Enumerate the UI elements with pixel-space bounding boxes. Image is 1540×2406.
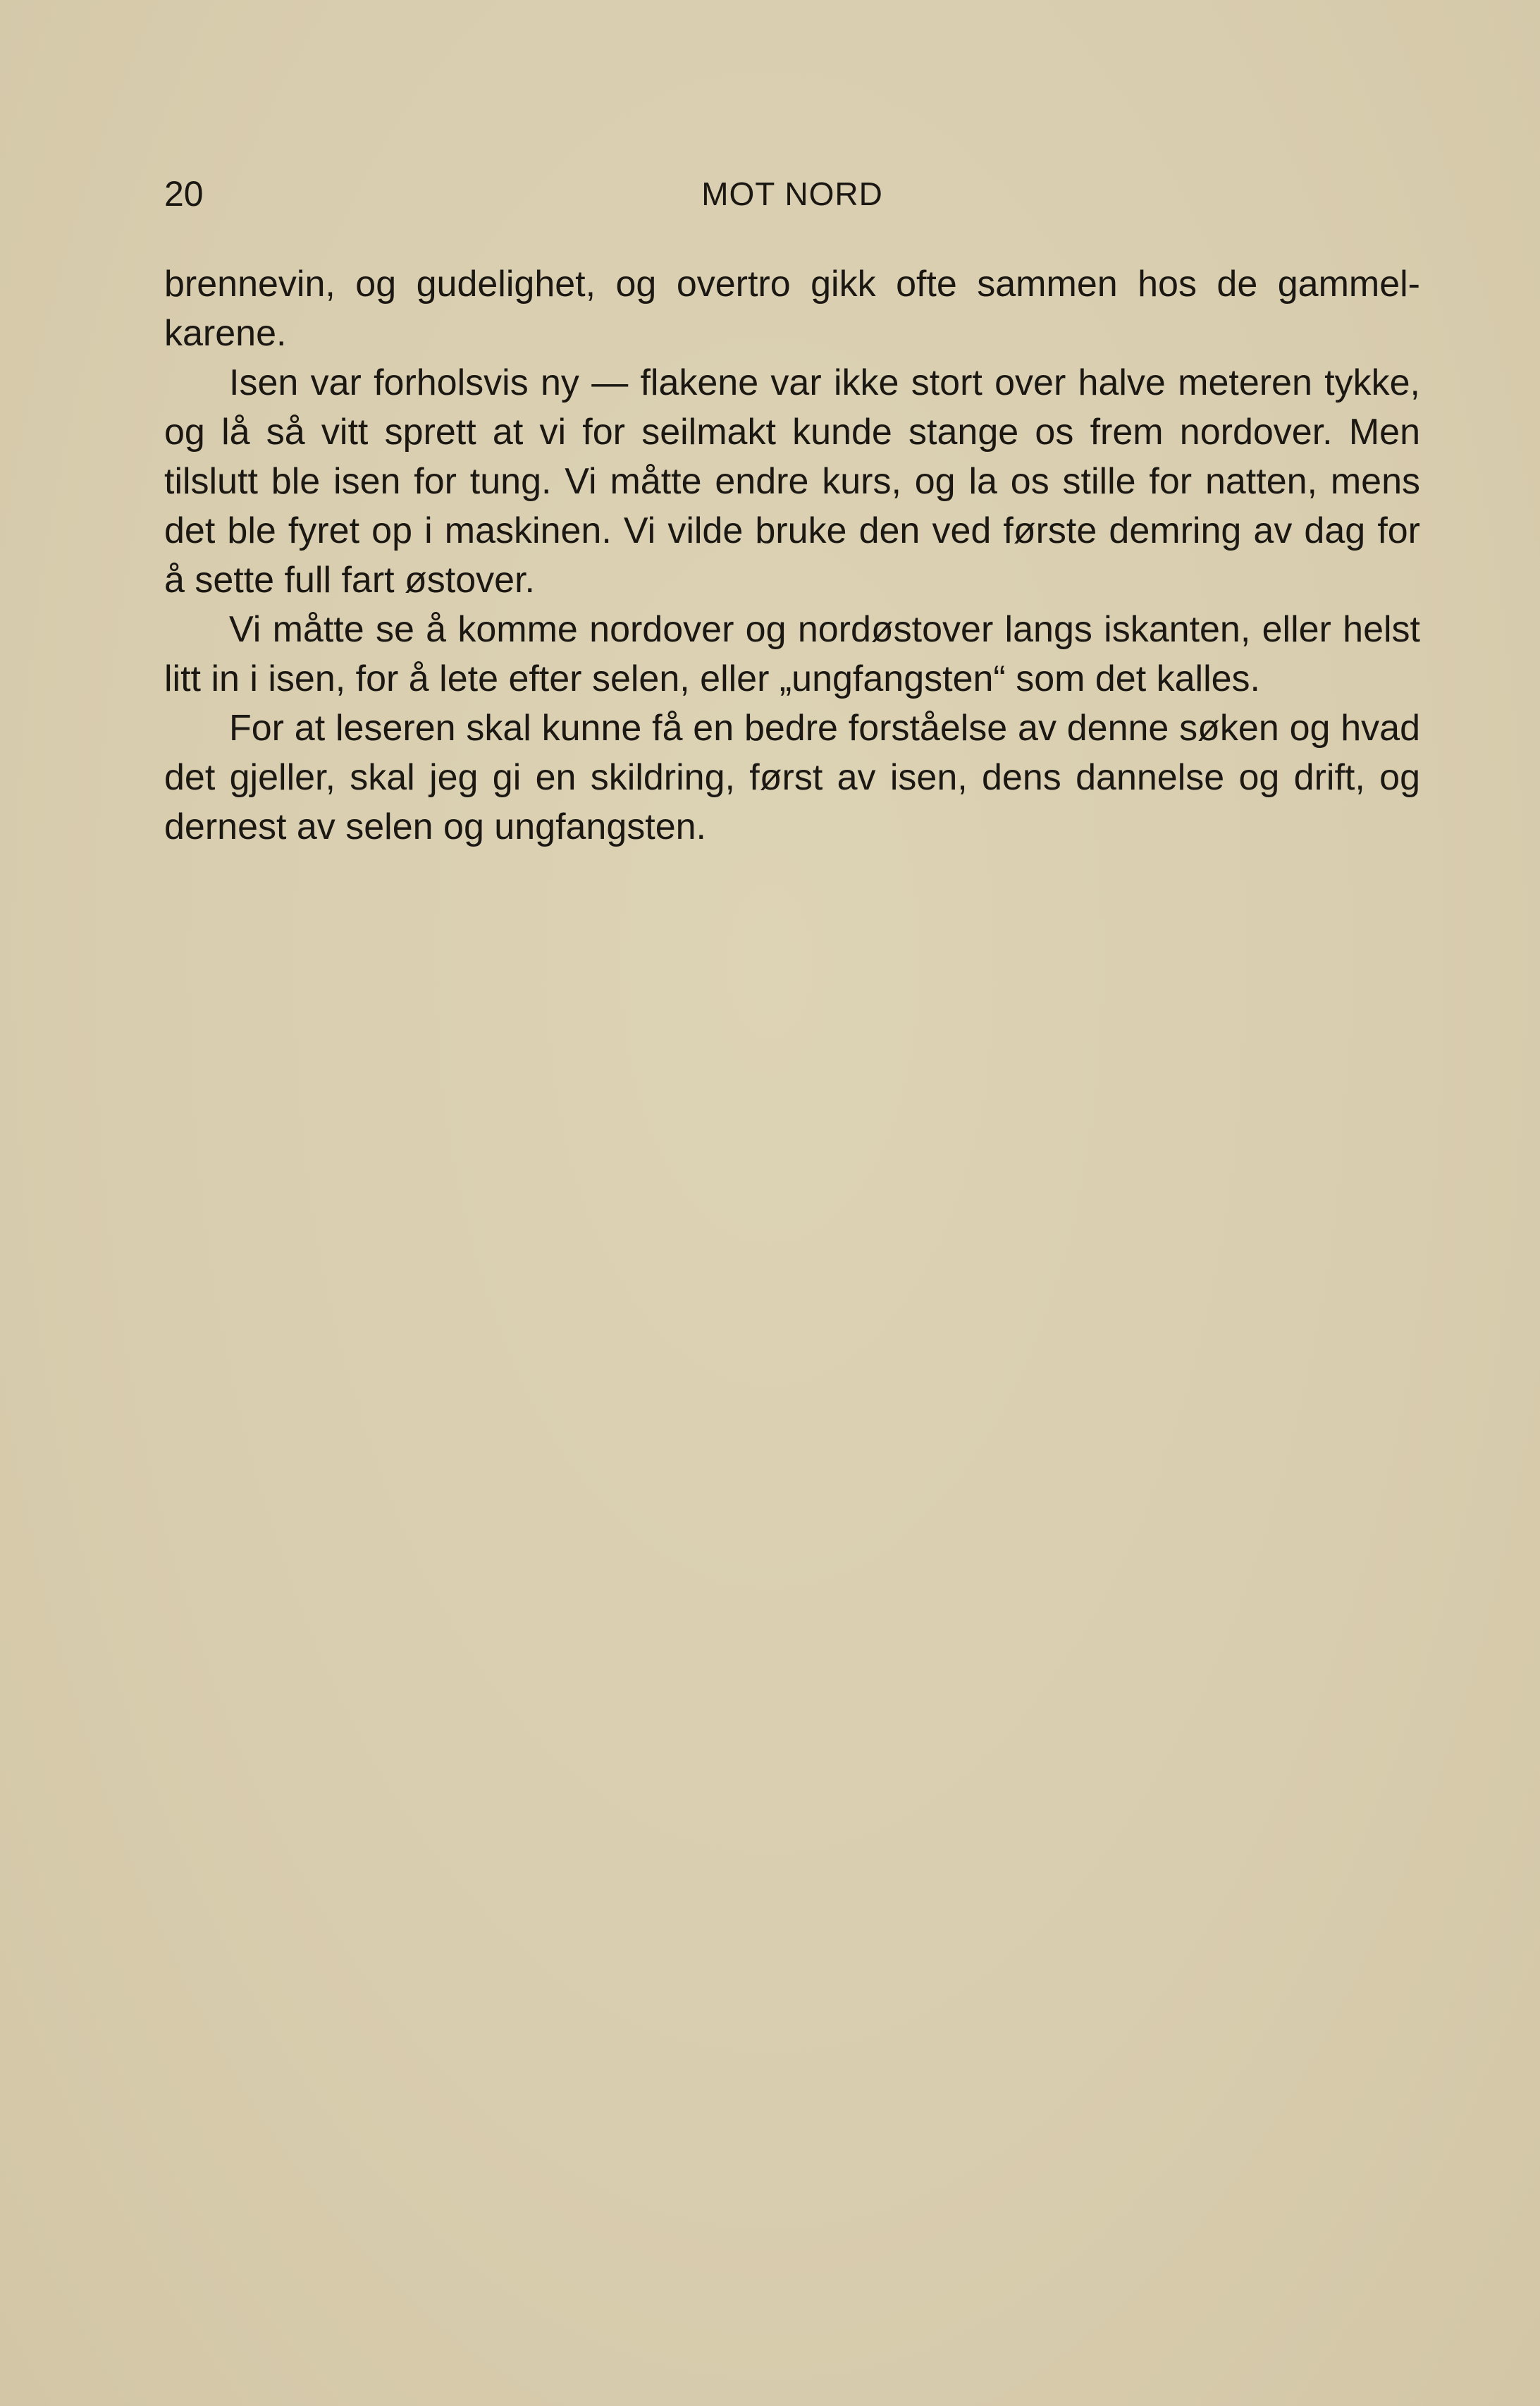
paragraph-continuation: brennevin, og gudelighet, og overtro gikk ofte sammen hos de gammel-karene. bbox=[164, 264, 1420, 354]
page-number: 20 bbox=[164, 174, 204, 214]
paragraph-ice-conditions: Isen var forholsvis ny — flakene var ikke stort over halve meteren tykke, og lå så vitt sprett at vi for seilmakt kunde stange os frem nordover. Men tilslutt ble isen for tung. Vi måtte endre kurs, og la os stille for natten, mens det ble fyret op i maskinen. Vi vilde bruke den ved første demring av dag for å sette full fart østover. bbox=[164, 362, 1420, 601]
paragraph-reader-explanation: For at leseren skal kunne få en bedre forståelse av denne søken og hvad det gjeller, skal jeg gi en skildring, først av isen, dens dannelse og drift, og dernest av selen og ungfangsten. bbox=[164, 708, 1420, 847]
page-header bbox=[164, 169, 1420, 219]
running-title: MOT NORD bbox=[701, 176, 883, 212]
body-text bbox=[164, 259, 1420, 852]
paragraph-seal-hunting: Vi måtte se å komme nordover og nordøstover langs iskanten, eller helst litt in i isen, for å lete efter selen, eller „ungfangsten“ som det kalles. bbox=[164, 609, 1420, 699]
